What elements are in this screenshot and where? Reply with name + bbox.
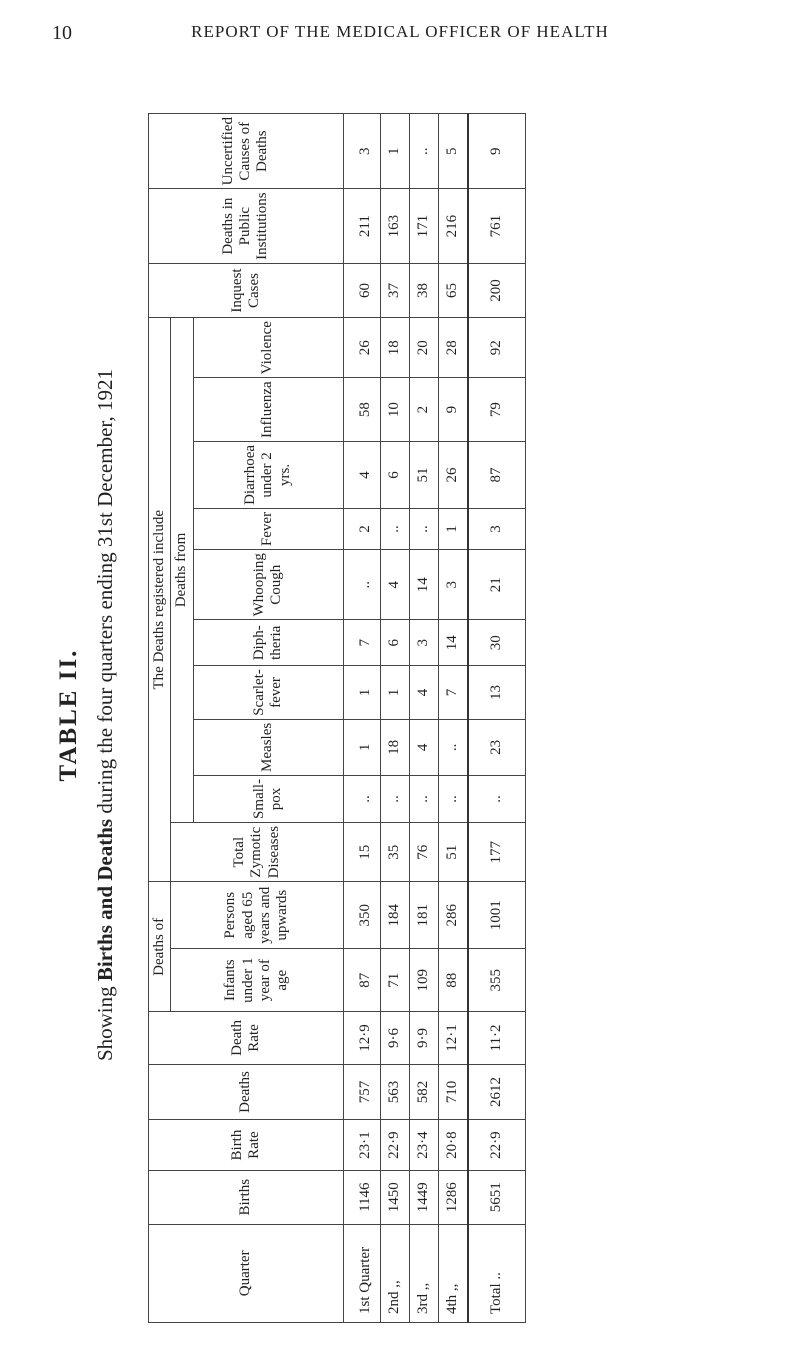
page-number: 10 (52, 22, 72, 44)
table-body (343, 114, 525, 1323)
col-infants: Infants under 1 year of age (171, 949, 343, 1012)
col-public-institutions: Deaths in Public Institutions (149, 189, 344, 264)
col-quarter: Quarter (149, 1224, 344, 1322)
col-birth-rate: Birth Rate (149, 1120, 344, 1170)
col-violence: Violence (193, 318, 343, 378)
table-row: 4th ,, 1286 20·8 710 12·1 88 286 51 .. .. 7 14 3 1 26 9 28 65 216 5 (438, 114, 468, 1323)
col-diarrhoea: Diarrhoea under 2 yrs. (193, 441, 343, 508)
col-births: Births (149, 1170, 344, 1224)
table-row: 3rd ,, 1449 23·4 582 9·9 109 181 76 .. 4 4 3 14 .. 51 2 20 38 171 .. (409, 114, 438, 1323)
col-influenza: Influenza (193, 378, 343, 442)
rotated-content (40, 85, 760, 1345)
table-title: TABLE II. (55, 648, 82, 782)
group-registered: The Deaths registered include (149, 318, 171, 882)
total-row: Total .. 5651 22·9 2612 11·2 355 1001 177 .. 23 13 30 21 3 87 79 92 200 761 9 (468, 114, 526, 1323)
table-row: 1st Quarter 1146 23·1 757 12·9 87 350 15 .. 1 1 7 .. 2 4 58 26 60 211 3 (343, 114, 380, 1323)
col-whooping-cough: Whooping Cough (193, 550, 343, 620)
col-zymotic: Total Zymotic Diseases (171, 822, 343, 881)
group-deaths-of: Deaths of (149, 882, 171, 1012)
running-header (0, 10, 800, 50)
group-deaths-from: Deaths from (171, 318, 193, 823)
table-row: 2nd ,, 1450 22·9 563 9·6 71 184 35 .. 18 1 6 4 .. 6 10 18 37 163 1 (380, 114, 409, 1323)
births-deaths-table (148, 113, 526, 1323)
subtitle-emphasis: Births and Deaths (93, 818, 117, 982)
col-smallpox: Small-pox (193, 775, 343, 822)
col-scarlet-fever: Scarlet-fever (193, 666, 343, 720)
table-subtitle: Showing Births and Deaths during the four quarters ending 31st December, 1921 (93, 368, 117, 1062)
col-uncertified: Uncertified Causes of Deaths (149, 114, 344, 189)
running-title: REPORT OF THE MEDICAL OFFICER OF HEALTH (191, 22, 609, 41)
rotated-table-area (40, 85, 760, 1345)
col-inquest: Inquest Cases (149, 263, 344, 317)
col-fever: Fever (193, 508, 343, 549)
col-deaths: Deaths (149, 1064, 344, 1120)
col-diphtheria: Diph-theria (193, 620, 343, 666)
col-measles: Measles (193, 719, 343, 775)
col-persons-65: Persons aged 65 years and upwards (171, 882, 343, 949)
col-death-rate: Death Rate (149, 1012, 344, 1064)
